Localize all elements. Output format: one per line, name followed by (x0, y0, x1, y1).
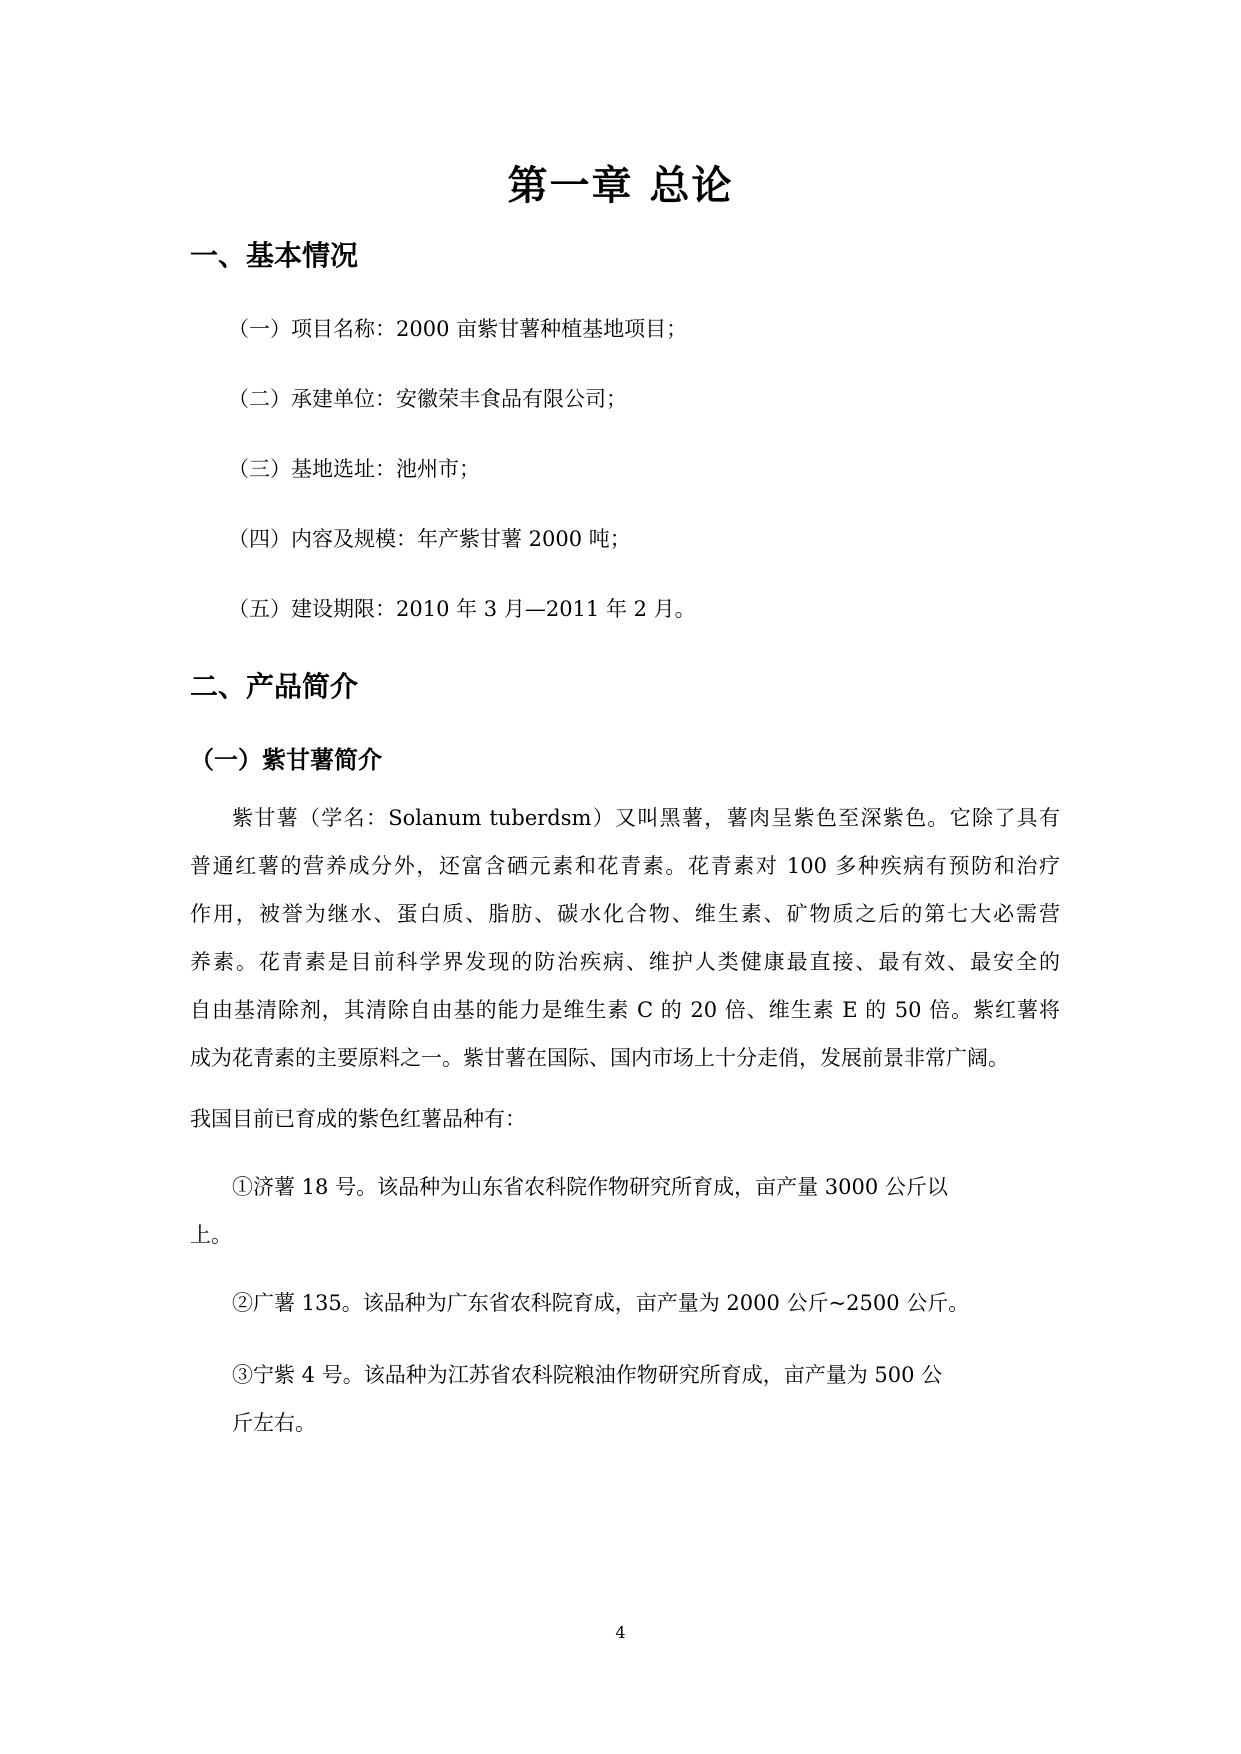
basic-item-location: （三）基地选址：池州市； (228, 457, 480, 481)
varieties-intro: 我国目前已育成的紫色红薯品种有： (190, 1107, 526, 1131)
paragraph-line: 普通红薯的营养成分外，还富含硒元素和花青素。花青素对 100 多种疾病有预防和治疗 (190, 854, 1060, 878)
section-heading-basic: 一、基本情况 (190, 239, 359, 272)
variety-line: 斤左右。 (232, 1411, 316, 1435)
paragraph-line: 养素。花青素是目前科学界发现的防治疾病、维护人类健康最直接、最有效、最安全的 (190, 950, 1060, 974)
variety-line: ③宁紫 4 号。该品种为江苏省农科院粮油作物研究所育成，亩产量为 500 公 (232, 1363, 943, 1387)
variety-item-guangshu-135 (190, 1279, 1060, 1327)
chapter-title: 第一章 总论 (507, 162, 734, 209)
variety-item-jishu-18 (190, 1163, 1060, 1259)
basic-item-contractor: （二）承建单位：安徽荣丰食品有限公司； (228, 387, 627, 411)
paragraph-line: 自由基清除剂，其清除自由基的能力是维生素 C 的 20 倍、维生素 E 的 50 倍。紫红薯将 (190, 998, 1060, 1022)
basic-item-project-name: （一）项目名称：2000 亩紫甘薯种植基地项目； (228, 317, 688, 341)
paragraph-line: 紫甘薯（学名：Solanum tuberdsm）又叫黑薯，薯肉呈紫色至深紫色。它除了具有 (232, 806, 1060, 830)
variety-line: ②广薯 135。该品种为广东省农科院育成，亩产量为 2000 公斤~2500 公斤。 (232, 1291, 970, 1315)
variety-line: 上。 (190, 1223, 232, 1247)
paragraph-line: 成为花青素的主要原料之一。紫甘薯在国际、国内市场上十分走俏，发展前景非常广阔。 (190, 1046, 1009, 1070)
product-description-paragraph (190, 794, 1060, 1082)
page-number: 4 (615, 1623, 626, 1642)
subsection-heading-purple-sweet-potato: （一）紫甘薯简介 (190, 745, 382, 774)
variety-line: ①济薯 18 号。该品种为山东省农科院作物研究所育成，亩产量 3000 公斤以 (232, 1175, 948, 1199)
section-heading-product: 二、产品简介 (190, 670, 359, 703)
basic-item-scale: （四）内容及规模：年产紫甘薯 2000 吨； (228, 527, 631, 551)
variety-item-ningzi-4 (190, 1351, 1060, 1447)
paragraph-line: 作用，被誉为继水、蛋白质、脂肪、碳水化合物、维生素、矿物质之后的第七大必需营 (190, 902, 1060, 926)
basic-item-period: （五）建设期限：2010 年 3 月—2011 年 2 月。 (228, 597, 696, 621)
